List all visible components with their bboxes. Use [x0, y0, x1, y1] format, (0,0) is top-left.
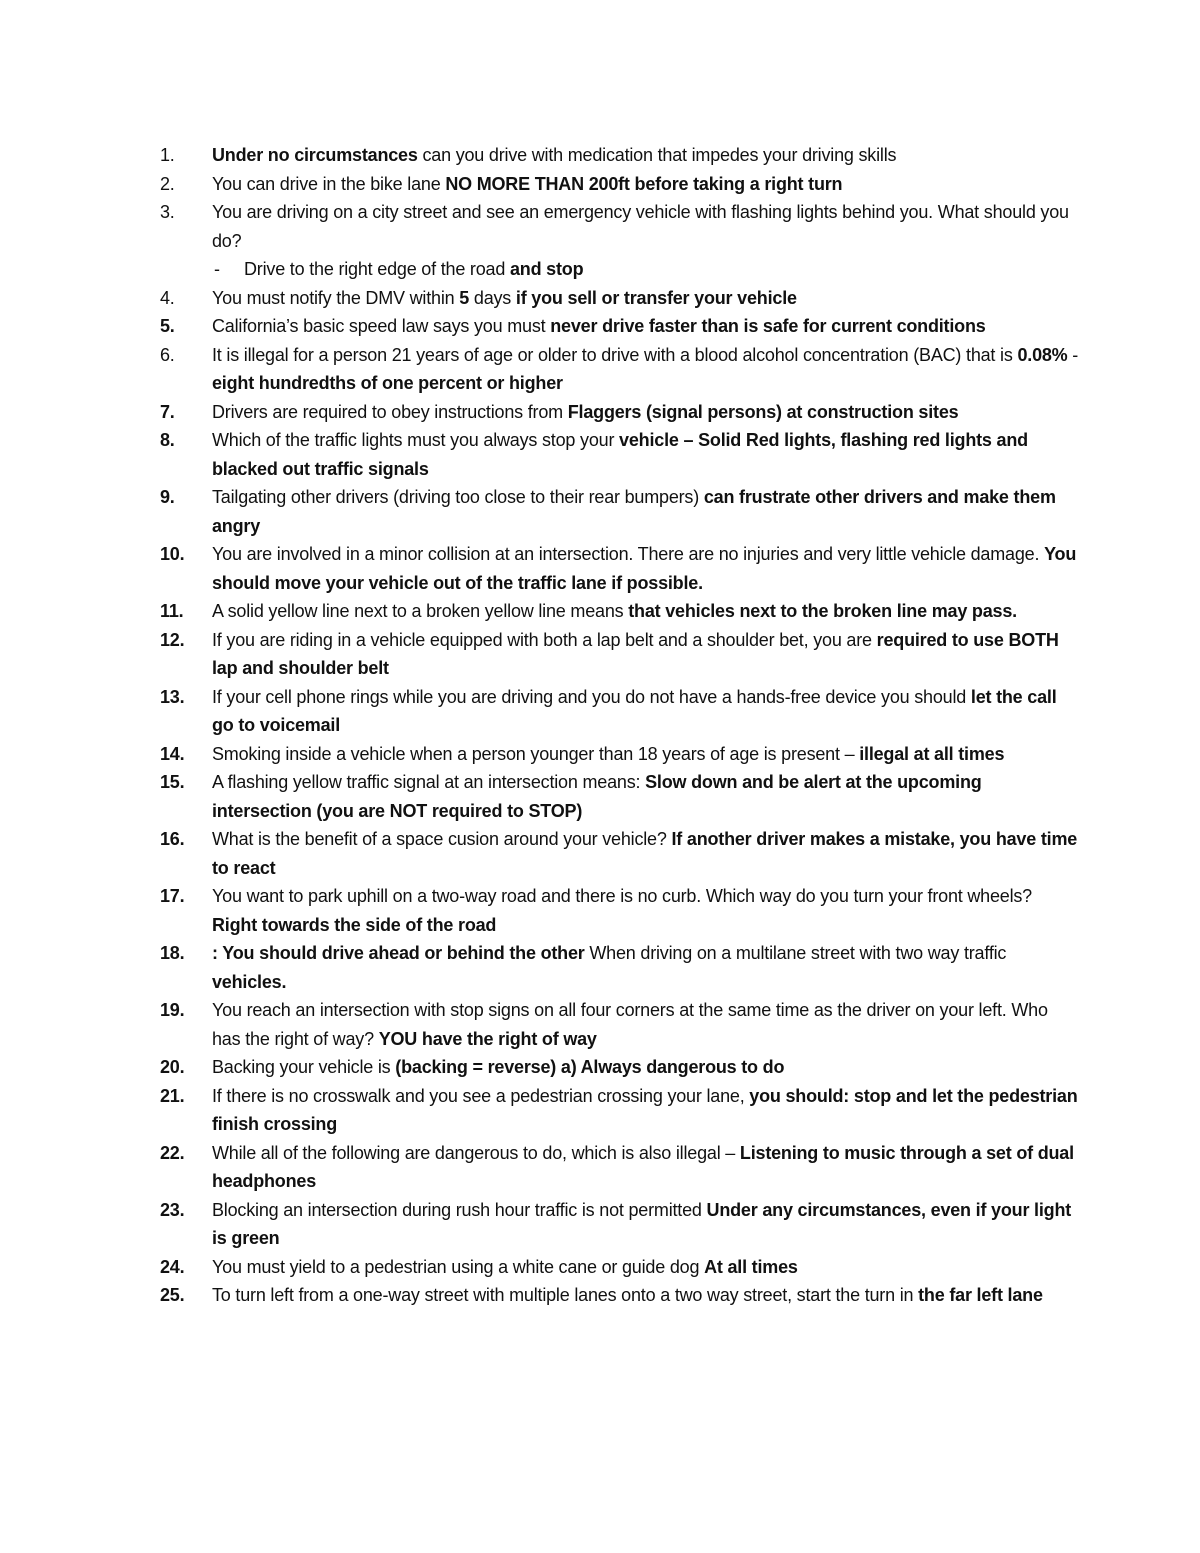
answer-text: vehicles. [212, 971, 287, 992]
question-text: A solid yellow line next to a broken yellow line means [212, 601, 629, 621]
item-text [212, 483, 1080, 540]
list-item-row [160, 170, 1080, 199]
question-text: You are involved in a minor collision at an intersection. There are no injuries and very little vehicle damage. [212, 544, 1045, 564]
list-item-row [160, 597, 1080, 626]
item-number: 3. [160, 202, 175, 222]
answer-text: you should: stop and let the pedestrian finish crossing [212, 1085, 1078, 1134]
list-item [160, 1281, 1080, 1310]
question-list [160, 141, 1080, 1310]
list-item-row [160, 683, 1080, 740]
list-item [160, 398, 1080, 427]
list-item [160, 1253, 1080, 1282]
question-text: To turn left from a one-way street with multiple lanes onto a two way street, start the turn in [212, 1285, 919, 1305]
question-text: California’s basic speed law says you must [212, 316, 551, 336]
item-number: 25. [160, 1285, 185, 1305]
list-item [160, 626, 1080, 683]
list-item-row [160, 996, 1080, 1053]
item-number: 9. [160, 487, 175, 507]
question-text: You must yield to a pedestrian using a white cane or guide dog [212, 1256, 705, 1277]
list-item [160, 939, 1080, 996]
list-item-row [160, 141, 1080, 170]
list-item-row [160, 626, 1080, 683]
answer-text: can frustrate other drivers and make them angry [212, 487, 1056, 536]
list-item [160, 170, 1080, 199]
item-number: 19. [160, 1000, 185, 1020]
list-item-row [160, 341, 1080, 398]
answer-text: required to use BOTH lap and shoulder belt [212, 629, 1059, 678]
list-item-row [160, 1139, 1080, 1196]
question-text: What is the benefit of a space cusion around your vehicle? [212, 829, 672, 849]
item-number: 20. [160, 1057, 185, 1077]
list-item-row [160, 312, 1080, 341]
item-number: 22. [160, 1142, 185, 1163]
list-item [160, 198, 1080, 284]
question-text: You reach an intersection with stop signs on all four corners at the same time as the driver on your left. Who has the right of way? [212, 1000, 1048, 1049]
list-item [160, 284, 1080, 313]
item-text [212, 341, 1080, 398]
question-text: Tailgating other drivers (driving too close to their rear bumpers) [212, 487, 704, 507]
item-number: 1. [160, 145, 175, 165]
item-text [212, 683, 1080, 740]
answer-text: Under no circumstances [212, 145, 418, 165]
list-item-row [160, 398, 1080, 427]
question-text: Drive to the right edge of the road [244, 259, 510, 279]
answer-text: let the call go to voicemail [212, 686, 1057, 735]
question-text: Which of the traffic lights must you always stop your [212, 430, 620, 450]
item-text [212, 312, 1080, 341]
question-text: You want to park uphill on a two-way road and there is no curb. Which way do you turn your front wheels? [212, 886, 1032, 906]
answer-text: 5 [459, 287, 470, 308]
answer-text: Listening to music through a set of dual headphones [212, 1142, 1074, 1191]
item-text [212, 426, 1080, 483]
question-text: If you are riding in a vehicle equipped with both a lap belt and a shoulder bet, you are [212, 629, 877, 650]
answer-text: that vehicles next to the broken line may pass. [628, 601, 1017, 621]
question-text: Blocking an intersection during rush hour traffic is not permitted [212, 1199, 707, 1220]
item-number: 23. [160, 1199, 185, 1220]
list-item [160, 1082, 1080, 1139]
item-text [212, 398, 1080, 427]
list-item-row [160, 1082, 1080, 1139]
item-text [212, 882, 1080, 939]
list-item [160, 483, 1080, 540]
list-item-row [160, 1053, 1080, 1082]
question-text: You can drive in the bike lane [212, 173, 446, 194]
item-text [212, 1139, 1080, 1196]
question-text: Smoking inside a vehicle when a person younger than 18 years of age is present – [212, 743, 860, 764]
answer-text: eight hundredths of one percent or higher [212, 373, 563, 393]
list-item-row [160, 825, 1080, 882]
list-item-row [160, 426, 1080, 483]
question-text: A flashing yellow traffic signal at an intersection means: [212, 772, 646, 792]
item-text [212, 198, 1080, 255]
list-item-row [160, 882, 1080, 939]
list-item-row [160, 1281, 1080, 1310]
list-item-row [160, 1253, 1080, 1282]
list-item [160, 597, 1080, 626]
list-item [160, 1053, 1080, 1082]
answer-text: and stop [509, 259, 584, 279]
item-number: 17. [160, 886, 185, 906]
answer-text: If another driver makes a mistake, you have time to react [212, 829, 1078, 878]
list-item [160, 426, 1080, 483]
list-item [160, 882, 1080, 939]
list-item [160, 683, 1080, 740]
question-text: Backing your vehicle is [212, 1057, 396, 1077]
item-text [212, 1281, 1080, 1310]
question-text: If your cell phone rings while you are driving and you do not have a hands-free device you should [212, 686, 971, 707]
item-text [212, 825, 1080, 882]
answer-text: Under any circumstances, even if your light is green [212, 1199, 1072, 1248]
question-text: can you drive with medication that impedes your driving skills [417, 145, 897, 165]
list-item [160, 312, 1080, 341]
list-item-row [160, 939, 1080, 996]
answer-text: Flaggers (signal persons) at construction sites [567, 401, 959, 422]
list-item [160, 540, 1080, 597]
item-number: 10. [160, 544, 185, 564]
item-number: 12. [160, 629, 185, 650]
item-number: 13. [160, 686, 185, 707]
list-item-row [160, 284, 1080, 313]
item-text [212, 597, 1080, 626]
question-text: - [1067, 344, 1079, 365]
question-text: It is illegal for a person 21 years of age or older to drive with a blood alcohol concentration (BAC) that is [212, 344, 1018, 365]
item-text [212, 540, 1080, 597]
answer-text: vehicle – Solid Red lights, flashing red lights and blacked out traffic signals [212, 430, 1028, 479]
item-text [212, 768, 1080, 825]
answer-text: illegal at all times [859, 743, 1005, 764]
item-text [212, 740, 1080, 769]
answer-text: (backing = reverse) a) Always dangerous to do [395, 1057, 785, 1077]
question-text: When driving on a multilane street with two way traffic [584, 943, 1007, 963]
answer-text: the far left lane [918, 1285, 1043, 1305]
answer-text: NO MORE THAN 200ft before taking a right turn [445, 173, 843, 194]
item-text [212, 170, 1080, 199]
list-item-row [160, 198, 1080, 255]
list-item-row [160, 740, 1080, 769]
list-item [160, 1139, 1080, 1196]
list-item [160, 341, 1080, 398]
answer-text: Right towards the side of the road [212, 914, 497, 935]
item-text [212, 1082, 1080, 1139]
list-item-row [160, 1196, 1080, 1253]
item-number: 15. [160, 772, 185, 792]
question-text: You are driving on a city street and see an emergency vehicle with flashing lights behind you. What should you do? [212, 202, 1069, 251]
item-text [212, 939, 1080, 996]
answer-text: You should move your vehicle out of the traffic lane if possible. [212, 544, 1077, 593]
item-text [212, 996, 1080, 1053]
list-item [160, 141, 1080, 170]
item-text [212, 141, 1080, 170]
item-number: 8. [160, 430, 175, 450]
item-text [212, 284, 1080, 313]
item-text [212, 1253, 1080, 1282]
dash-bullet: - [214, 259, 220, 279]
answer-text: Slow down and be alert at the upcoming intersection (you are NOT required to STOP) [212, 772, 982, 821]
answer-text: At all times [704, 1256, 798, 1277]
item-number: 18. [160, 943, 185, 963]
list-item-row [160, 540, 1080, 597]
item-number: 24. [160, 1256, 185, 1277]
answer-text: 0.08% [1017, 344, 1068, 365]
question-text: You must notify the DMV within [212, 287, 460, 308]
answer-text: : You should drive ahead or behind the other [212, 943, 585, 963]
item-text [212, 626, 1080, 683]
item-number: 4. [160, 287, 175, 308]
list-item [160, 1196, 1080, 1253]
item-number: 21. [160, 1085, 185, 1106]
question-text: Drivers are required to obey instructions from [212, 401, 568, 422]
item-number: 2. [160, 173, 175, 194]
item-number: 14. [160, 743, 185, 764]
list-item [160, 996, 1080, 1053]
item-number: 6. [160, 344, 175, 365]
answer-text: if you sell or transfer your vehicle [515, 287, 797, 308]
item-number: 16. [160, 829, 185, 849]
sub-item [212, 255, 1080, 284]
question-text: days [469, 287, 516, 308]
list-item-row [160, 483, 1080, 540]
question-text: While all of the following are dangerous to do, which is also illegal – [212, 1142, 740, 1163]
question-text: If there is no crosswalk and you see a pedestrian crossing your lane, [212, 1085, 750, 1106]
item-text [212, 1053, 1080, 1082]
answer-text: YOU have the right of way [378, 1028, 597, 1049]
item-number: 7. [160, 401, 175, 422]
sub-item-text [244, 255, 1080, 284]
item-number: 11. [160, 601, 184, 621]
answer-text: never drive faster than is safe for current conditions [550, 316, 986, 336]
list-item [160, 825, 1080, 882]
item-text [212, 1196, 1080, 1253]
list-item [160, 768, 1080, 825]
list-item [160, 740, 1080, 769]
list-item-row [160, 768, 1080, 825]
item-number: 5. [160, 316, 175, 336]
